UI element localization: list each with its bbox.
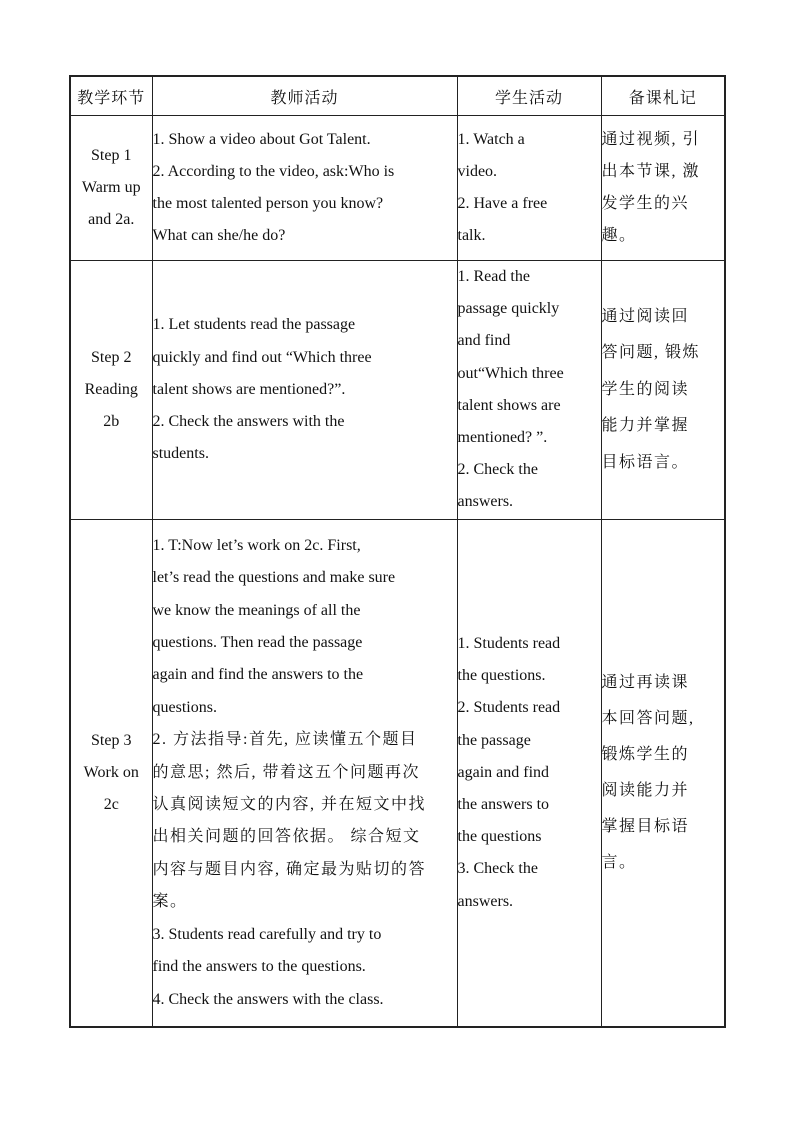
- teacher-activity-cell: [152, 519, 457, 1027]
- text-line: again and find: [457, 763, 550, 781]
- step-line: Step 1: [91, 147, 132, 164]
- text-line: 1. Students read: [457, 634, 561, 652]
- text-line: 学生的阅读: [601, 380, 690, 398]
- text-line: 通过阅读回: [601, 307, 690, 325]
- text-line: 2. Check the answers with the: [152, 412, 345, 430]
- step-cell: [70, 519, 152, 1027]
- text-line: talent shows are mentioned?”.: [152, 380, 346, 398]
- text-line: 1. Let students read the passage: [152, 316, 356, 334]
- text-line: 出本节课, 激: [601, 162, 701, 180]
- student-activity-cell: [457, 116, 601, 261]
- text-line: 4. Check the answers with the class.: [152, 990, 384, 1008]
- text-line: 本回答问题,: [601, 709, 695, 727]
- text-line: 目标语言。: [601, 453, 690, 471]
- student-activity-cell: [457, 261, 601, 520]
- step-line: Work on: [83, 763, 139, 781]
- text-line: 锻炼学生的: [601, 745, 690, 763]
- text-line: 言。: [601, 853, 637, 871]
- text-line: we know the meanings of all the: [152, 601, 361, 619]
- text-line: the passage: [457, 731, 531, 749]
- table-row-step-2: [70, 261, 725, 520]
- text-line: 2. Students read: [457, 699, 561, 717]
- step-line: 2b: [103, 412, 120, 430]
- text-line: again and find the answers to the: [152, 666, 364, 684]
- text-line: mentioned? ”.: [457, 429, 548, 447]
- header-teacher-activity: 教师活动: [152, 76, 457, 116]
- text-line: questions.: [152, 698, 217, 716]
- text-line: the answers to: [457, 795, 550, 813]
- step-cell: [70, 116, 152, 261]
- header-row: [70, 76, 725, 116]
- table-row-step-3: [70, 519, 725, 1027]
- text-line: 1. Watch a: [457, 130, 525, 148]
- text-line: 通过视频, 引: [601, 130, 701, 148]
- header-lesson-notes: 备课札记: [601, 76, 725, 116]
- student-activity-cell: [457, 519, 601, 1027]
- text-line: find the answers to the questions.: [152, 958, 366, 976]
- header-student-activity: 学生活动: [457, 76, 601, 116]
- lesson-notes-cell: [601, 116, 725, 261]
- text-line: 3. Students read carefully and try to: [152, 925, 382, 943]
- step-line: 2c: [103, 795, 119, 813]
- text-line: 通过再读课: [601, 673, 690, 691]
- text-line: 2. According to the video, ask:Who is: [152, 162, 395, 180]
- step-line: Reading: [84, 380, 138, 398]
- text-line: 1. T:Now let’s work on 2c. First,: [152, 536, 361, 554]
- text-line: answers.: [457, 493, 514, 511]
- text-line: 能力并掌握: [601, 417, 690, 435]
- lesson-plan-table: [69, 75, 726, 1028]
- text-line: 答问题, 锻炼: [601, 344, 701, 362]
- step-line: and 2a.: [88, 211, 135, 228]
- text-line: 出相关问题的回答依据。 综合短文: [152, 828, 421, 846]
- text-line: 2. Check the: [457, 461, 538, 479]
- text-line: 1. Read the: [457, 268, 530, 285]
- text-line: 发学生的兴: [601, 195, 690, 212]
- text-line: students.: [152, 445, 209, 463]
- text-line: 阅读能力并: [601, 781, 690, 799]
- text-line: 内容与题目内容, 确定最为贴切的答: [152, 860, 427, 878]
- step-line: Warm up: [81, 179, 141, 196]
- text-line: What can she/he do?: [152, 227, 286, 245]
- lesson-notes-cell: [601, 261, 725, 520]
- text-line: 案。: [152, 893, 188, 911]
- text-line: 掌握目标语: [601, 817, 690, 835]
- text-line: the most talented person you know?: [152, 195, 384, 212]
- text-line: 趣。: [601, 227, 637, 245]
- text-line: passage quickly: [457, 300, 560, 318]
- teacher-activity-cell: [152, 116, 457, 261]
- text-line: talk.: [457, 227, 486, 245]
- text-line: 认真阅读短文的内容, 并在短文中找: [152, 796, 427, 814]
- text-line: the questions.: [457, 667, 546, 685]
- text-line: 2. Have a free: [457, 195, 548, 212]
- text-line: 的意思; 然后, 带着这五个问题再次: [152, 763, 420, 781]
- text-line: let’s read the questions and make sure: [152, 569, 396, 587]
- text-line: and find: [457, 332, 511, 350]
- text-line: 1. Show a video about Got Talent.: [152, 130, 371, 148]
- header-teaching-step: 教学环节: [70, 76, 152, 116]
- text-line: video.: [457, 162, 498, 180]
- text-line: quickly and find out “Which three: [152, 348, 372, 366]
- text-line: the questions: [457, 828, 542, 846]
- text-line: 2. 方法指导:首先, 应读懂五个题目: [152, 731, 418, 749]
- step-line: Step 2: [91, 348, 132, 366]
- step-cell: [70, 261, 152, 520]
- step-line: Step 3: [91, 731, 132, 749]
- teacher-activity-cell: [152, 261, 457, 520]
- lesson-notes-cell: [601, 519, 725, 1027]
- text-line: 3. Check the: [457, 860, 538, 878]
- table-row-step-1: [70, 116, 725, 261]
- text-line: questions. Then read the passage: [152, 634, 363, 652]
- text-line: answers.: [457, 892, 514, 910]
- text-line: talent shows are: [457, 396, 561, 414]
- text-line: out“Which three: [457, 364, 564, 382]
